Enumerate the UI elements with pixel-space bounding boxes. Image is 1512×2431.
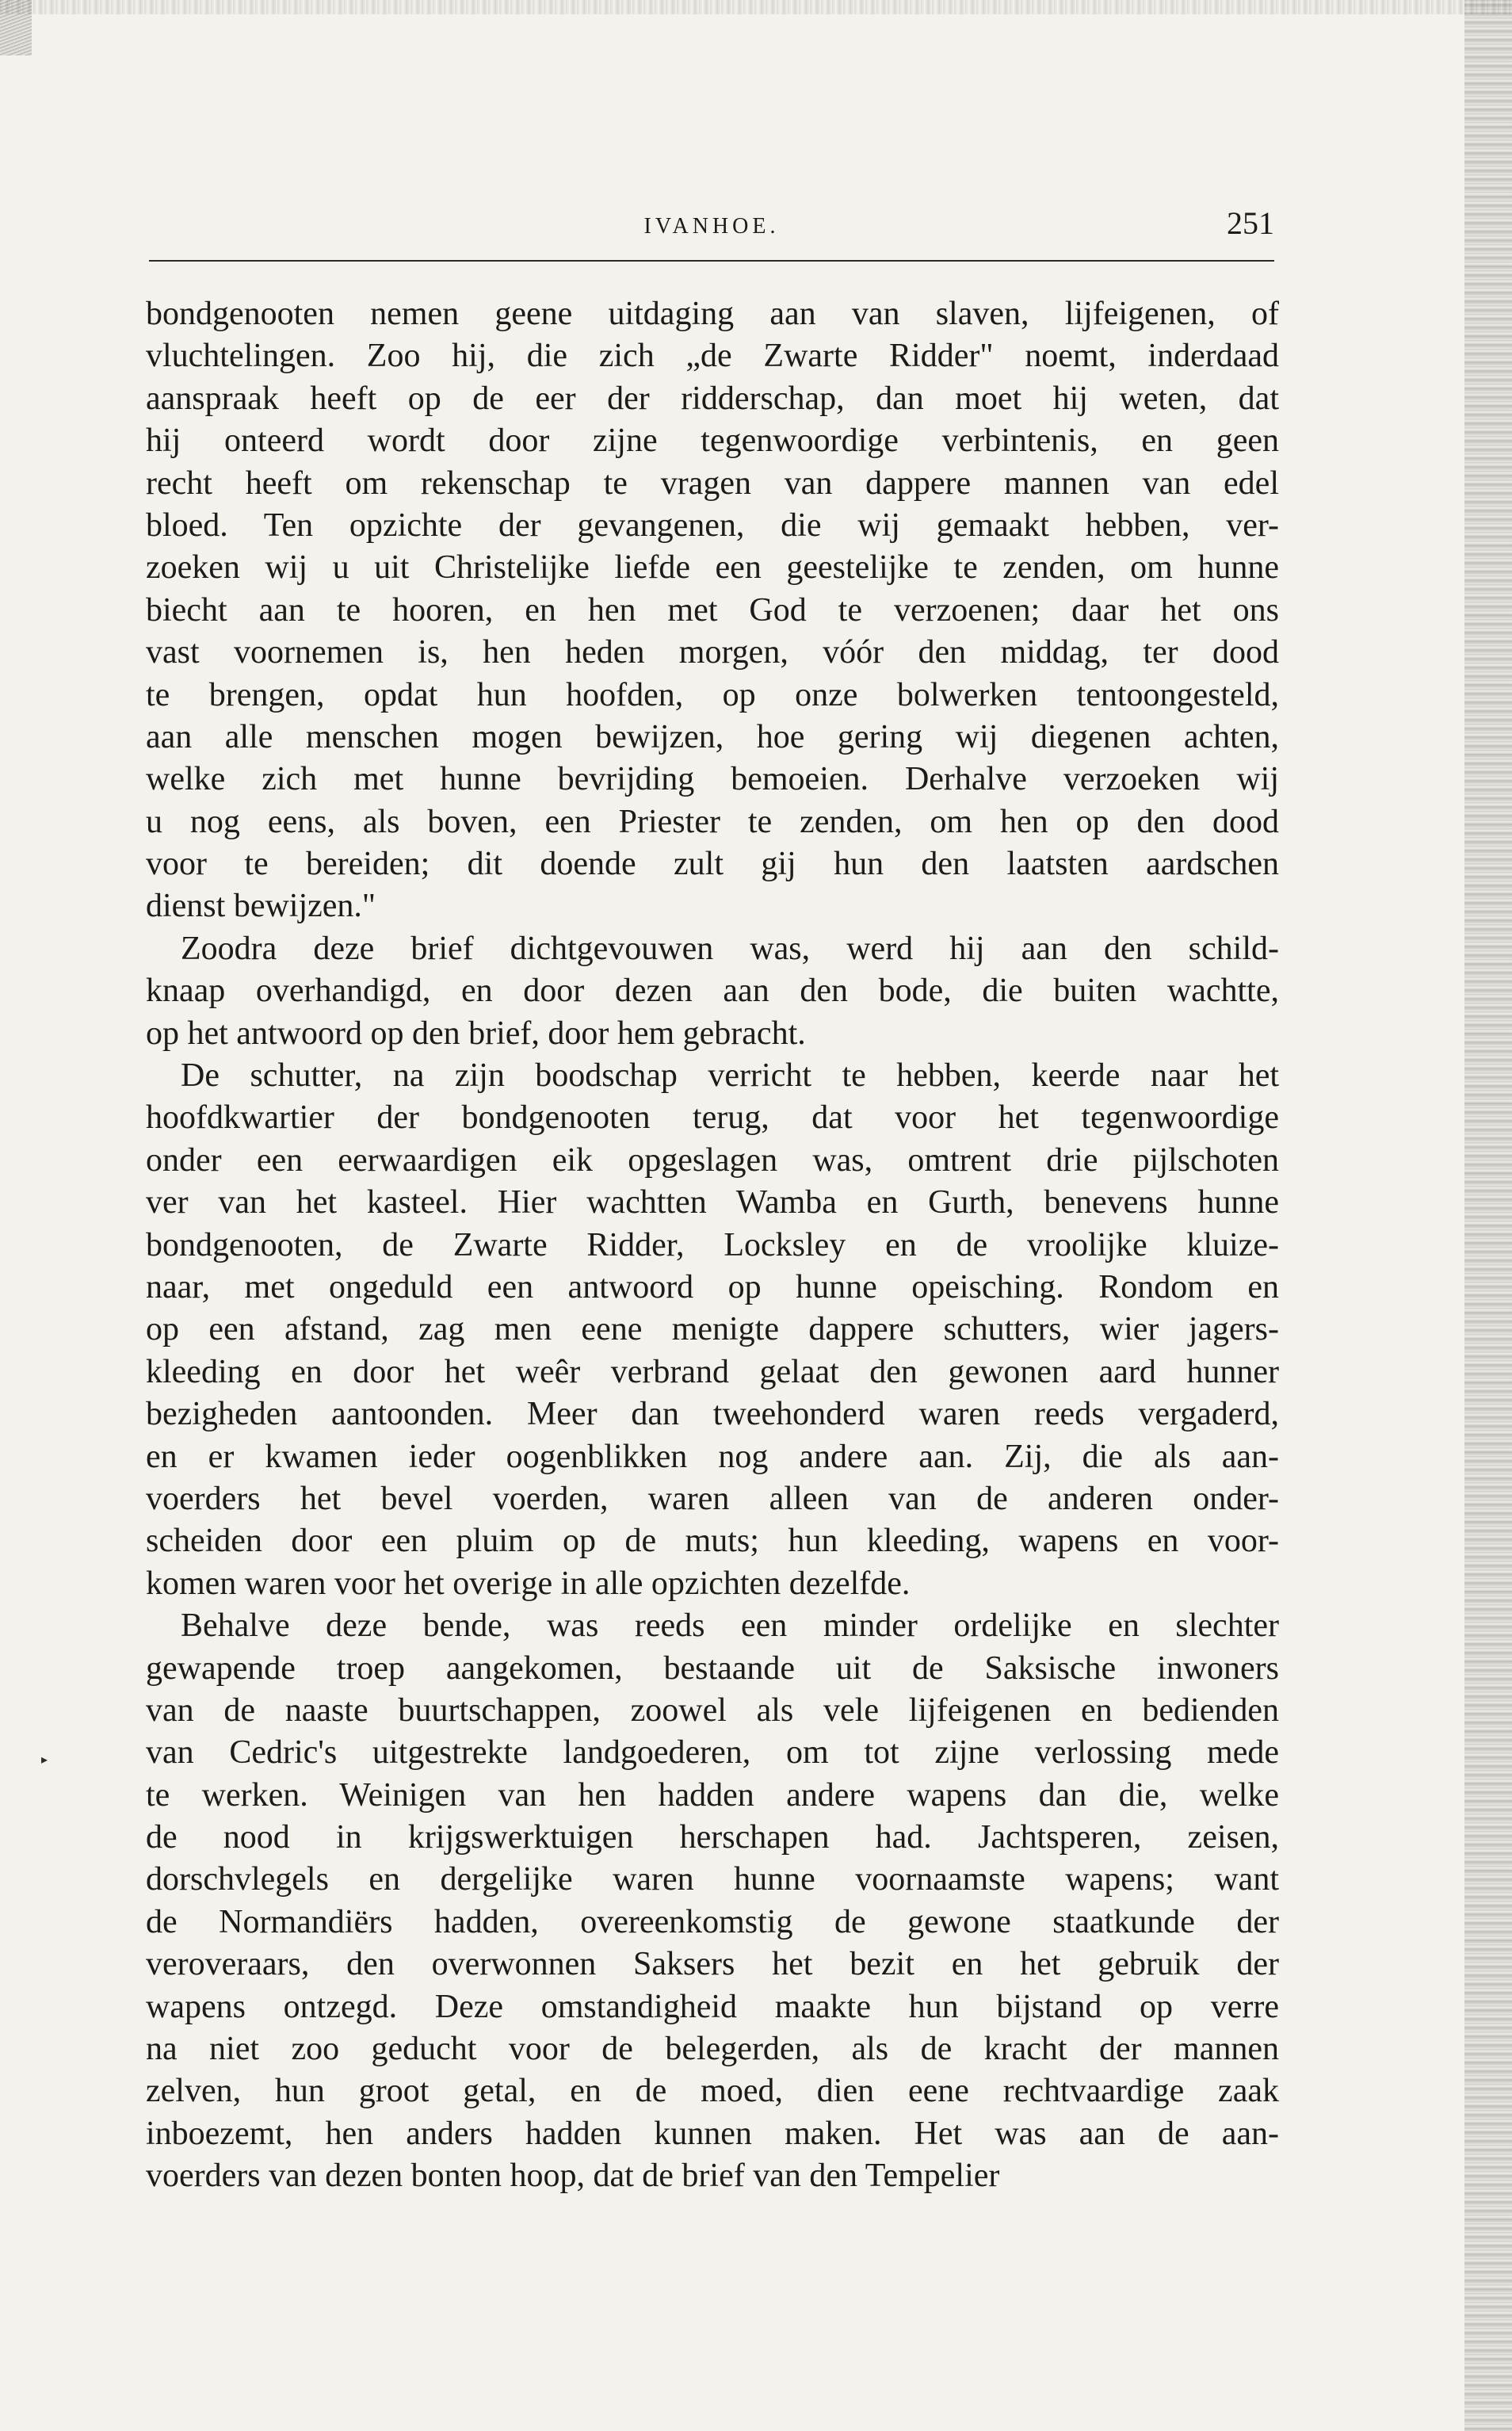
text-line: vast voornemen is, hen heden morgen, vóór den middag, ter dood (146, 634, 1279, 671)
text-line: voor te bereiden; dit doende zult gij hun den laatsten aardschen (146, 846, 1279, 883)
text-line: knaap overhandigd, en door dezen aan den bode, die buiten wachtte, (146, 973, 1279, 1010)
text-line: biecht aan te hooren, en hen met God te verzoenen; daar het ons (146, 591, 1279, 629)
text-line: hij onteerd wordt door zijne tegenwoordige verbintenis, en geen (146, 422, 1279, 460)
text-line: op het antwoord op den brief, door hem gebracht. (146, 1015, 806, 1052)
text-line: voerders van dezen bonten hoop, dat de brief van den Tempelier (146, 2158, 1000, 2195)
text-line: Behalve deze bende, was reeds een minder ordelijke en slechter (181, 1607, 1279, 1645)
text-line: u nog eens, als boven, een Priester te zenden, om hen op den dood (146, 803, 1279, 840)
scan-top-edge (0, 0, 1512, 14)
paragraph (146, 1055, 1279, 1605)
text-line: dienst bewijzen." (146, 888, 376, 925)
page-number: 251 (1227, 205, 1274, 241)
header-rule (149, 260, 1274, 262)
text-line: gewapende troep aangekomen, bestaande uit de Saksische inwoners (146, 1649, 1279, 1687)
text-line: wapens ontzegd. Deze omstandigheid maakte hun bijstand op verre (146, 1988, 1279, 2025)
text-line: van de naaste buurtschappen, zoowel als vele lijfeigenen en bedienden (146, 1691, 1279, 1729)
text-line: te brengen, opdat hun hoofden, op onze bolwerken tentoongesteld, (146, 676, 1279, 713)
text-line: aanspraak heeft op de eer der ridderschap, dan moet hij weten, dat (146, 380, 1279, 417)
scan-right-edge (1464, 0, 1512, 2431)
text-line: te werken. Weinigen van hen hadden andere wapens dan die, welke (146, 1776, 1279, 1814)
text-line: zelven, hun groot getal, en de moed, dien eene rechtvaardige zaak (146, 2073, 1279, 2110)
text-line: veroveraars, den overwonnen Saksers het bezit en het gebruik der (146, 1946, 1279, 1983)
paragraph (146, 1605, 1279, 2197)
text-line: en er kwamen ieder oogenblikken nog andere aan. Zij, die als aan- (146, 1438, 1279, 1475)
text-line: bondgenooten nemen geene uitdaging aan van slaven, lijfeigenen, of (146, 296, 1279, 332)
text-line: bondgenooten, de Zwarte Ridder, Locksley en de vroolijke kluize- (146, 1226, 1279, 1263)
text-line: naar, met ongeduld een antwoord op hunne opeisching. Rondom en (146, 1268, 1279, 1305)
text-line: aan alle menschen mogen bewijzen, hoe gering wij diegenen achten, (146, 718, 1279, 755)
text-line: Zoodra deze brief dichtgevouwen was, werd hij aan den schild- (181, 930, 1279, 967)
margin-mark: ▸ (41, 1752, 48, 1767)
page-header (149, 204, 1274, 268)
text-line: de nood in krijgswerktuigen herschapen had. Jachtsperen, zeisen, (146, 1819, 1279, 1856)
text-line: bezigheden aantoonden. Meer dan tweehonderd waren reeds vergaderd, (146, 1396, 1279, 1433)
text-line: onder een eerwaardigen eik opgeslagen was, omtrent drie pijlschoten (146, 1141, 1279, 1179)
text-line: dorschvlegels en dergelijke waren hunne voornaamste wapens; want (146, 1861, 1279, 1898)
running-title: IVANHOE. (643, 214, 780, 239)
text-line: voerders het bevel voerden, waren alleen van de anderen onder- (146, 1480, 1279, 1517)
text-line: De schutter, na zijn boodschap verricht te hebben, keerde naar het (181, 1057, 1279, 1095)
text-line: vluchtelingen. Zoo hij, die zich „de Zwarte Ridder" noemt, inderdaad (146, 338, 1279, 375)
text-line: de Normandiërs hadden, overeenkomstig de gewone staatkunde der (146, 1903, 1279, 1940)
text-line: komen waren voor het overige in alle opzichten dezelfde. (146, 1565, 911, 1602)
text-line: bloed. Ten opzichte der gevangenen, die wij gemaakt hebben, ver- (146, 506, 1279, 544)
paragraph (146, 293, 1279, 928)
text-line: van Cedric's uitgestrekte landgoederen, om tot zijne verlossing mede (146, 1734, 1279, 1772)
text-line: na niet zoo geducht voor de belegerden, als de kracht der mannen (146, 2031, 1279, 2068)
text-line: op een afstand, zag men eene menigte dappere schutters, wier jagers- (146, 1311, 1279, 1348)
body-text (146, 293, 1279, 2198)
text-line: recht heeft om rekenschap te vragen van dappere mannen van edel (146, 464, 1279, 502)
text-line: scheiden door een pluim op de muts; hun kleeding, wapens en voor- (146, 1523, 1279, 1560)
paragraph (146, 928, 1279, 1055)
text-line: hoofdkwartier der bondgenooten terug, dat voor het tegenwoordige (146, 1099, 1279, 1137)
text-line: welke zich met hunne bevrijding bemoeien. Derhalve verzoeken wij (146, 761, 1279, 798)
text-line: ver van het kasteel. Hier wachtten Wamba en Gurth, benevens hunne (146, 1184, 1279, 1221)
text-line: kleeding en door het weêr verbrand gelaat den gewonen aard hunner (146, 1353, 1279, 1390)
text-line: inboezemt, hen anders hadden kunnen maken. Het was aan de aan- (146, 2115, 1279, 2152)
text-line: zoeken wij u uit Christelijke liefde een geestelijke te zenden, om hunne (146, 549, 1279, 587)
